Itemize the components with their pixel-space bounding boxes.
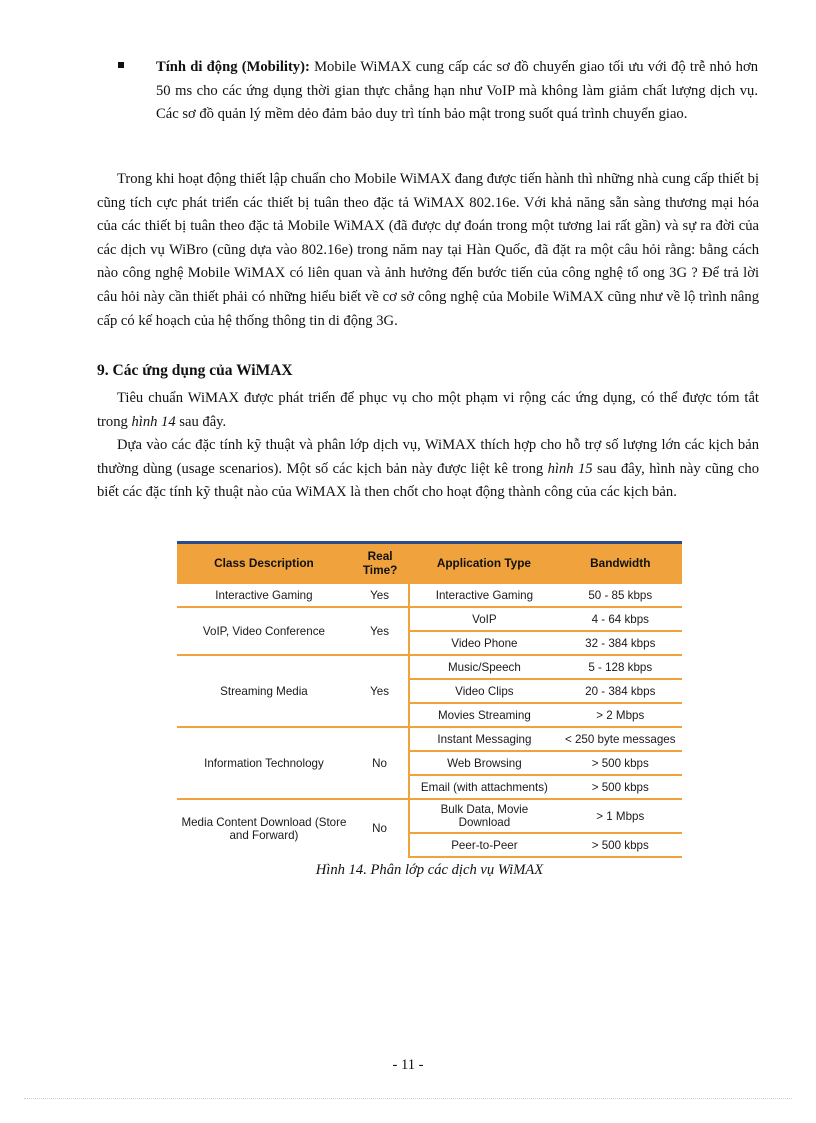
realtime-cell: No — [351, 727, 409, 799]
paragraph-text: sau đây, hình này cũng cho biết các đặc tính kỹ thuật nào của WiMAX là then chốt cho hoạt động thành công của các kịch bản. — [97, 460, 760, 501]
page-bottom-divider — [24, 1098, 792, 1099]
paragraph-usage-scenarios — [97, 434, 759, 505]
bullet-term: Tính di động (Mobility): — [156, 59, 310, 75]
application-cell: Peer-to-Peer — [409, 833, 558, 857]
figure-reference: hình 14 — [131, 413, 176, 430]
application-cell: Email (with attachments) — [409, 775, 558, 799]
realtime-cell: Yes — [351, 583, 409, 607]
figure-14 — [177, 541, 682, 879]
header-application-type: Application Type — [409, 543, 558, 584]
application-cell: Music/Speech — [409, 655, 558, 679]
paragraph-text: sau đây. — [175, 413, 227, 430]
bandwidth-cell: 20 - 384 kbps — [559, 679, 682, 703]
bandwidth-cell: > 500 kbps — [559, 833, 682, 857]
bullet-body: Mobile WiMAX cung cấp các sơ đồ chuyển giao tối ưu với độ trễ nhỏ hơn 50 ms cho các ứng dụng thời gian thực chẳng hạn như VoIP mà không làm giảm chất lượng dịch vụ. Các sơ đồ quản lý mềm dẻo đảm bảo duy trì tính bảo mật trong suốt quá trình chuyển giao. — [156, 59, 758, 123]
header-real-time: Real Time? — [351, 543, 409, 584]
class-cell: Media Content Download (Store and Forward) — [177, 799, 351, 857]
bandwidth-cell: > 500 kbps — [559, 775, 682, 799]
bandwidth-cell: 50 - 85 kbps — [559, 583, 682, 607]
bandwidth-cell: 5 - 128 kbps — [559, 655, 682, 679]
section-heading: 9. Các ứng dụng của WiMAX — [97, 362, 293, 379]
application-cell: Video Phone — [409, 631, 558, 655]
table-row — [177, 583, 682, 607]
application-cell: Instant Messaging — [409, 727, 558, 751]
class-cell: Interactive Gaming — [177, 583, 351, 607]
mobility-bullet — [118, 56, 758, 127]
realtime-cell: Yes — [351, 607, 409, 655]
table-header-row — [177, 543, 682, 584]
class-cell: Information Technology — [177, 727, 351, 799]
paragraph-applications — [97, 387, 759, 434]
bullet-marker — [118, 62, 124, 68]
figure-caption: Hình 14. Phân lớp các dịch vụ WiMAX — [315, 862, 544, 878]
class-cell: Streaming Media — [177, 655, 351, 727]
page-number: - 11 - — [392, 1057, 424, 1073]
application-cell: Interactive Gaming — [409, 583, 558, 607]
figure-reference: hình 15 — [547, 460, 593, 477]
bandwidth-cell: < 250 byte messages — [559, 727, 682, 751]
paragraph-text: Trong khi hoạt động thiết lập chuẩn cho Mobile WiMAX đang được tiến hành thì những nhà cung cấp thiết bị cũng tích cực phát triển các thiết bị tuân theo đặc tả WiMAX 802.16e. Với khả năng sẵn sàng thương mại hóa của các thiết bị tuân theo đặc tả Mobile WiMAX (đã được dự đoán trong một tương lai rất gần) và sự ra đời của các dịch vụ WiBro (cũng dựa vào 802.16e) trong năm nay tại Hàn Quốc, đã đặt ra một câu hỏi rằng: bằng cách nào công nghệ Mobile WiMAX có liên quan và ảnh hưởng đến bước tiến của công nghệ tổ ong 3G ? Để trả lời câu hỏi này cần thiết phải có những hiểu biết về cơ sở công nghệ của Mobile WiMAX cũng như về lộ trình nâng cấp có kế hoạch của hệ thống thông tin di động 3G. — [97, 171, 759, 329]
class-cell: VoIP, Video Conference — [177, 607, 351, 655]
table-row — [177, 655, 682, 679]
table-row — [177, 727, 682, 751]
paragraph-text: Tiêu chuẩn WiMAX được phát triển để phục vụ cho một phạm vi rộng các ứng dụng, có thể được tóm tắt trong — [97, 390, 759, 430]
header-class-description: Class Description — [177, 543, 351, 584]
table-row — [177, 607, 682, 631]
paragraph-text: Dựa vào các đặc tính kỹ thuật và phân lớp dịch vụ, WiMAX thích hợp cho hỗ trợ số lượng lớn các kịch bản thường dùng (usage scenarios). Một số các kịch bản này được liệt kê trong — [97, 437, 759, 477]
application-cell: VoIP — [409, 607, 558, 631]
application-cell: Video Clips — [409, 679, 558, 703]
realtime-cell: Yes — [351, 655, 409, 727]
bandwidth-cell: 4 - 64 kbps — [559, 607, 682, 631]
paragraph-mobile-wimax — [97, 168, 759, 333]
bandwidth-cell: 32 - 384 kbps — [559, 631, 682, 655]
bandwidth-cell: > 2 Mbps — [559, 703, 682, 727]
application-cell: Movies Streaming — [409, 703, 558, 727]
header-bandwidth: Bandwidth — [559, 543, 682, 584]
table-row — [177, 799, 682, 833]
services-table — [177, 541, 682, 858]
bandwidth-cell: > 1 Mbps — [559, 799, 682, 833]
realtime-cell: No — [351, 799, 409, 857]
bullet-text — [156, 56, 758, 127]
application-cell: Bulk Data, Movie Download — [409, 799, 558, 833]
application-cell: Web Browsing — [409, 751, 558, 775]
bandwidth-cell: > 500 kbps — [559, 751, 682, 775]
